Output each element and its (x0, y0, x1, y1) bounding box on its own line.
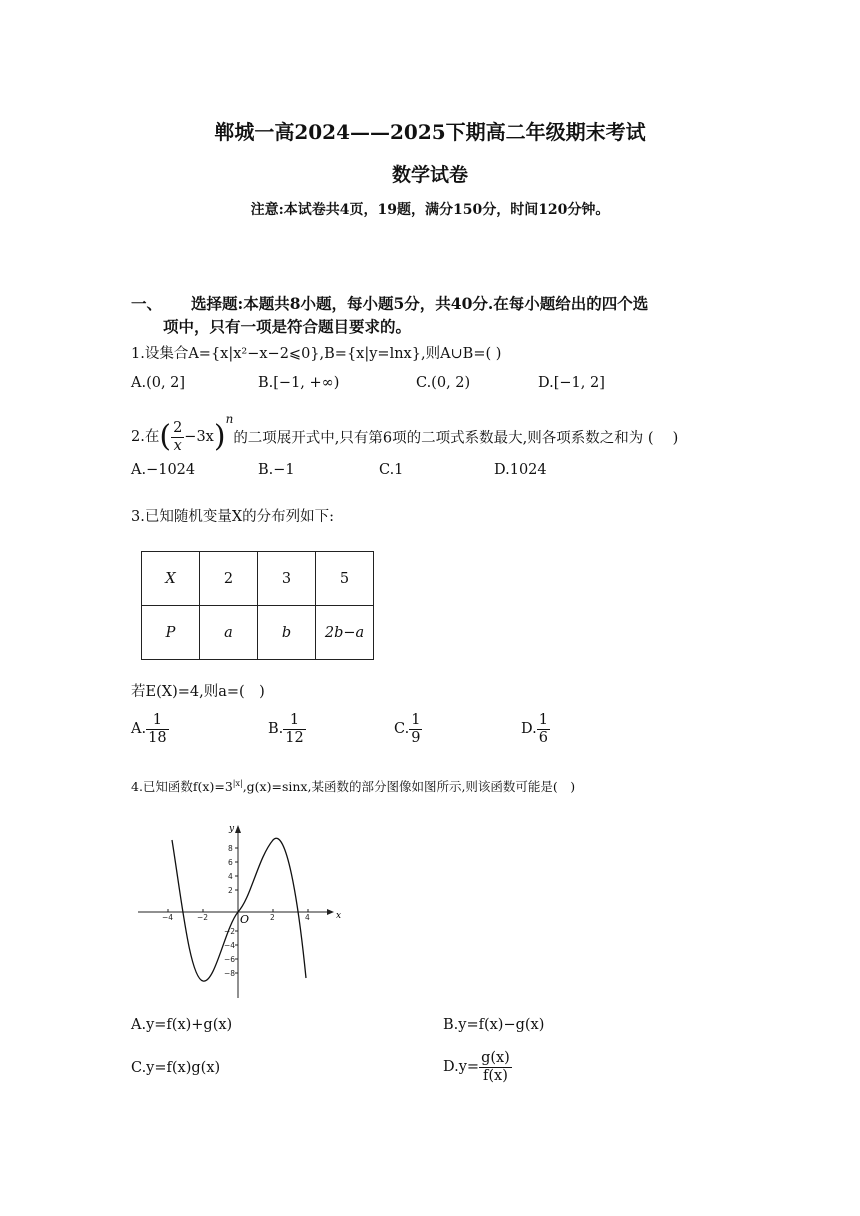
q3-option-a-label: A. (131, 721, 147, 738)
q4-option-b: B.y=f(x)−g(x) (443, 1017, 545, 1033)
q2-prefix: 2.在 (131, 429, 160, 445)
section-number: 一、 (131, 294, 163, 313)
x-tick-label: −2 (197, 913, 209, 922)
q2-paren-close: ) (213, 419, 226, 454)
frac-num: 1 (411, 712, 421, 728)
table-cell: X (142, 552, 200, 606)
y-axis-arrow (235, 825, 241, 833)
q2-stem (131, 412, 678, 454)
q3-condition: 若E(X)=4,则a=( ) (131, 684, 265, 700)
y-tick-label: −6 (224, 955, 236, 964)
frac-num: g(x) (481, 1050, 510, 1066)
function-graph (130, 818, 350, 1002)
q2-option-c: C.1 (379, 462, 404, 478)
frac-den: f(x) (483, 1067, 508, 1084)
table-cell: 2 (200, 552, 258, 606)
y-axis-label: y (229, 824, 235, 834)
x-tick-label: −4 (162, 913, 174, 922)
frac-den: 6 (538, 729, 548, 746)
q4-stem (131, 777, 575, 795)
q1-option-b: B.[−1, +∞) (258, 375, 340, 391)
q4-stem-exp: |x| (232, 778, 243, 788)
q2-option-b: B.−1 (258, 462, 295, 478)
x-axis-label: x (336, 911, 342, 921)
q4-stem-b: ,g(x)=sinx,某函数的部分图像如图所示,则该函数可能是( ) (242, 779, 576, 794)
q2-paren-open: ( (159, 419, 172, 454)
y-tick-label: 4 (228, 872, 233, 881)
frac-num: 1 (283, 712, 305, 730)
table-cell: 3 (258, 552, 316, 606)
exam-title: 郸城一高2024——2025下期高二年级期末考试 (214, 120, 646, 144)
x-tick-label: 2 (270, 913, 275, 922)
section-heading-line2: 项中，只有一项是符合题目要求的。 (163, 317, 412, 336)
q2-expr-rest: −3x (184, 429, 214, 445)
q4-stem-a: 4.已知函数f(x)=3 (131, 779, 233, 794)
q2-frac-den: x (173, 437, 182, 454)
table-cell: P (142, 606, 200, 660)
q3-option-b-label: B. (268, 721, 284, 738)
q2-suffix: 的二项展开式中,只有第6项的二项式系数最大,则各项系数之和为 ( ) (233, 430, 679, 447)
distribution-table (141, 551, 374, 660)
frac-den: 18 (148, 729, 167, 746)
table-cell: a (200, 606, 258, 660)
y-tick-label: 6 (228, 858, 233, 867)
y-tick-label: 2 (228, 886, 233, 895)
q3-option-b (268, 712, 306, 746)
q4-option-d (443, 1050, 512, 1084)
exam-note: 注意:本试卷共4页，19题，满分150分，时间120分钟。 (250, 202, 610, 218)
q2-option-d: D.1024 (494, 462, 547, 478)
q1-option-c: C.(0, 2) (416, 375, 471, 391)
exam-subtitle: 数学试卷 (391, 164, 468, 186)
x-axis-arrow (327, 909, 334, 915)
q3-option-d (521, 712, 550, 746)
y-tick-label: −8 (224, 969, 236, 978)
q4-option-a: A.y=f(x)+g(x) (131, 1017, 233, 1033)
y-tick-label: 8 (228, 844, 233, 853)
q2-frac-num: 2 (173, 419, 183, 436)
frac-num: 1 (538, 712, 548, 728)
table-row (142, 552, 374, 606)
q3-stem: 3.已知随机变量X的分布列如下: (131, 509, 335, 525)
q4-option-d-label: D.y= (443, 1059, 480, 1076)
q3-option-a (131, 712, 169, 746)
q3-option-d-label: D. (521, 721, 537, 738)
frac-den: 12 (285, 729, 304, 746)
q1-option-a: A.(0, 2] (131, 375, 186, 391)
q3-option-c (394, 712, 422, 746)
q3-option-a-frac (146, 712, 168, 746)
function-curve (172, 838, 306, 981)
frac-den: 9 (411, 729, 421, 746)
section-heading-line1: 选择题:本题共8小题，每小题5分，共40分.在每小题给出的四个选 (191, 294, 649, 313)
q1-stem: 1.设集合A={x|x²−x−2⩽0},B={x|y=lnx},则A∪B=( ) (131, 346, 502, 362)
q2-option-a: A.−1024 (131, 462, 196, 478)
table-cell: 2b−a (316, 606, 374, 660)
q4-option-d-frac (479, 1050, 512, 1084)
frac-num: 1 (146, 712, 168, 730)
q4-option-c: C.y=f(x)g(x) (131, 1060, 221, 1076)
origin-label: O (240, 913, 250, 926)
q3-option-d-frac (537, 712, 550, 746)
y-tick-label: −2 (224, 927, 236, 936)
q1-option-d: D.[−1, 2] (538, 375, 605, 391)
q3-option-c-label: C. (394, 721, 410, 738)
table-cell: b (258, 606, 316, 660)
q2-fraction (171, 420, 184, 454)
q3-option-b-frac (283, 712, 305, 746)
q3-option-c-frac (409, 712, 422, 746)
table-cell: 5 (316, 552, 374, 606)
y-tick-label: −4 (224, 941, 236, 950)
table-row (142, 606, 374, 660)
q2-exponent: n (225, 412, 234, 426)
x-tick-label: 4 (305, 913, 310, 922)
